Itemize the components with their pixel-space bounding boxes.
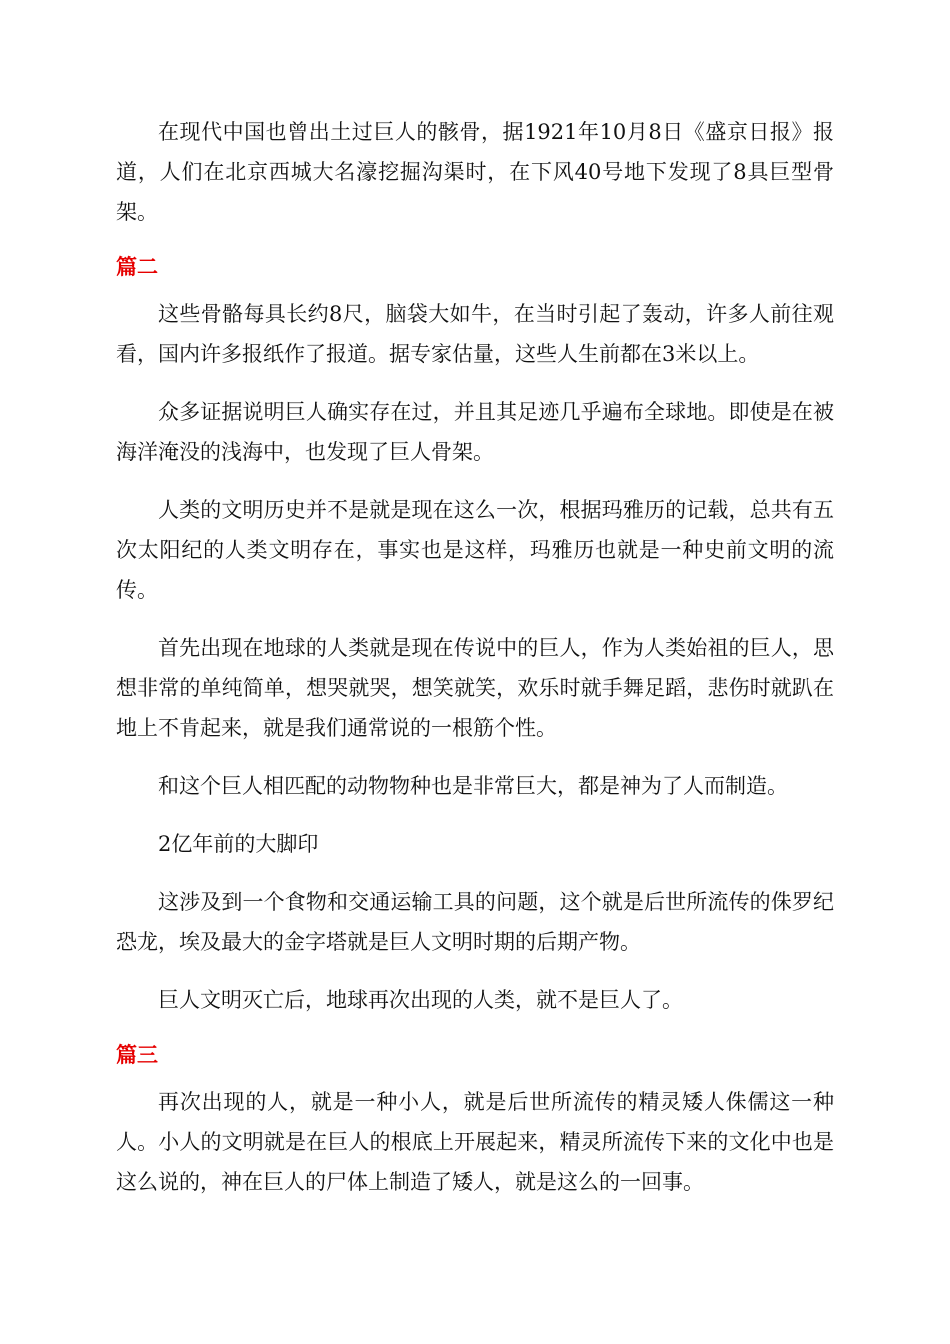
paragraph-subtitle: 2亿年前的大脚印 bbox=[158, 832, 319, 856]
paragraph: 再次出现的人，就是一种小人，就是后世所流传的精灵矮人侏儒这一种人。小人的文明就是在巨人的根底上开展起来，精灵所流传下来的文化中也是这么说的，神在巨人的尸体上制造了矮人，就是这么的一回事。 bbox=[116, 1090, 834, 1194]
paragraph: 众多证据说明巨人确实存在过，并且其足迹几乎遍布全球地。即使是在被海洋淹没的浅海中，也发现了巨人骨架。 bbox=[116, 400, 834, 464]
paragraph: 人类的文明历史并不是就是现在这么一次，根据玛雅历的记载，总共有五次太阳纪的人类文明存在，事实也是这样，玛雅历也就是一种史前文明的流传。 bbox=[116, 498, 834, 602]
paragraph: 在现代中国也曾出土过巨人的骸骨，据1921年10月8日《盛京日报》报道，人们在北京西城大名濠挖掘沟渠时，在下风40号地下发现了8具巨型骨架。 bbox=[116, 120, 834, 224]
paragraph: 这些骨骼每具长约8尺，脑袋大如牛，在当时引起了轰动，许多人前往观看，国内许多报纸作了报道。据专家估量，这些人生前都在3米以上。 bbox=[116, 302, 834, 366]
paragraph: 首先出现在地球的人类就是现在传说中的巨人，作为人类始祖的巨人，思想非常的单纯简单，想哭就哭，想笑就笑，欢乐时就手舞足蹈，悲伤时就趴在地上不肯起来，就是我们通常说的一根筋个性。 bbox=[116, 636, 834, 740]
section-heading-3: 篇三 bbox=[116, 1043, 158, 1067]
paragraph: 巨人文明灭亡后，地球再次出现的人类，就不是巨人了。 bbox=[158, 988, 683, 1012]
paragraph: 这涉及到一个食物和交通运输工具的问题，这个就是后世所流传的侏罗纪恐龙，埃及最大的金字塔就是巨人文明时期的后期产物。 bbox=[116, 890, 834, 954]
section-heading-2: 篇二 bbox=[116, 255, 158, 279]
paragraph: 和这个巨人相匹配的动物物种也是非常巨大，都是神为了人而制造。 bbox=[158, 774, 788, 798]
document-page bbox=[116, 112, 834, 1220]
